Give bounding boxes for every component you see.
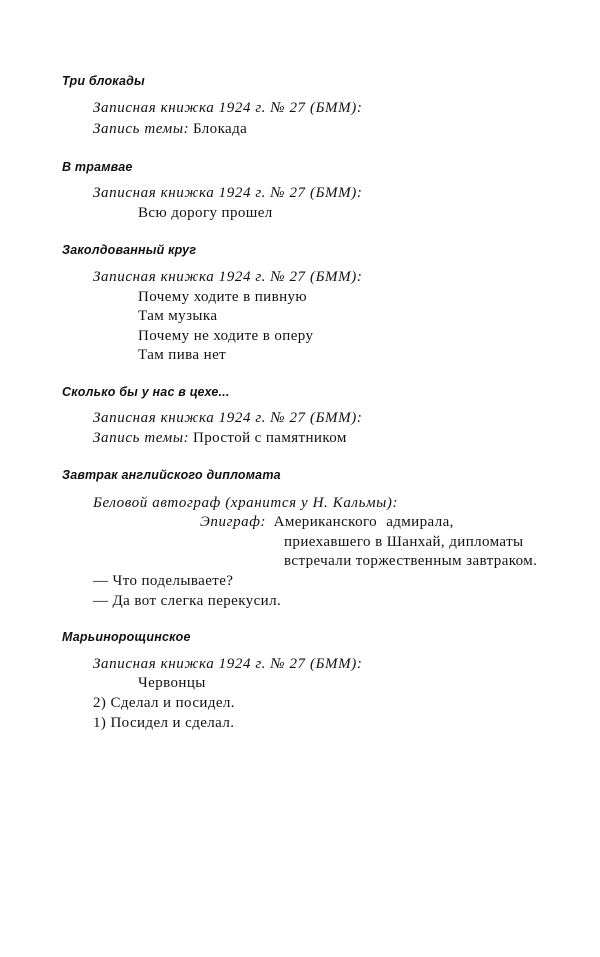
section-title: Три блокады <box>62 74 145 88</box>
epigraph-text: приехавшего в Шанхай, дипломаты <box>284 534 524 550</box>
source-line: Беловой автограф (хранится у Н. Кальмы): <box>93 495 399 511</box>
theme-label: Запись темы: <box>93 430 190 446</box>
section-title: Сколько бы у нас в цехе... <box>62 385 230 399</box>
theme-line <box>93 429 347 448</box>
text-line: Там музыка <box>138 308 218 324</box>
epigraph-label: Эпиграф: <box>200 514 267 530</box>
text-line: 1) Посидел и сделал. <box>93 715 235 731</box>
section-title: Марьинорощинское <box>62 630 191 644</box>
text-line: Там пива нет <box>138 347 227 363</box>
text-line: Почему ходите в пивную <box>138 289 308 305</box>
source-line: Записная книжка 1924 г. № 27 (БММ): <box>93 100 363 116</box>
source-line: Записная книжка 1924 г. № 27 (БММ): <box>93 410 363 426</box>
text-line: 2) Сделал и посидел. <box>93 695 235 711</box>
text-line: Почему не ходите в оперу <box>138 328 314 344</box>
text-line: Всю дорогу прошел <box>138 205 273 221</box>
epigraph-text: встречали торжественным завтраком. <box>284 553 538 569</box>
section-title: Заколдованный круг <box>62 243 197 257</box>
text-line: Червонцы <box>138 675 206 691</box>
theme-label: Запись темы: <box>93 121 190 137</box>
theme-value: Блокада <box>192 121 248 137</box>
epigraph-line <box>200 513 454 532</box>
section-title: Завтрак английского дипломата <box>62 468 281 482</box>
epigraph-text: Американского адмирала, <box>273 514 454 530</box>
source-line: Записная книжка 1924 г. № 27 (БММ): <box>93 185 363 201</box>
source-line: Записная книжка 1924 г. № 27 (БММ): <box>93 269 363 285</box>
dialogue-line: — Да вот слегка перекусил. <box>93 593 282 609</box>
section-title: В трамвае <box>62 160 133 174</box>
theme-value: Простой с памятником <box>192 430 347 446</box>
source-line: Записная книжка 1924 г. № 27 (БММ): <box>93 656 363 672</box>
dialogue-line: — Что поделываете? <box>93 573 234 589</box>
theme-line <box>93 120 247 139</box>
